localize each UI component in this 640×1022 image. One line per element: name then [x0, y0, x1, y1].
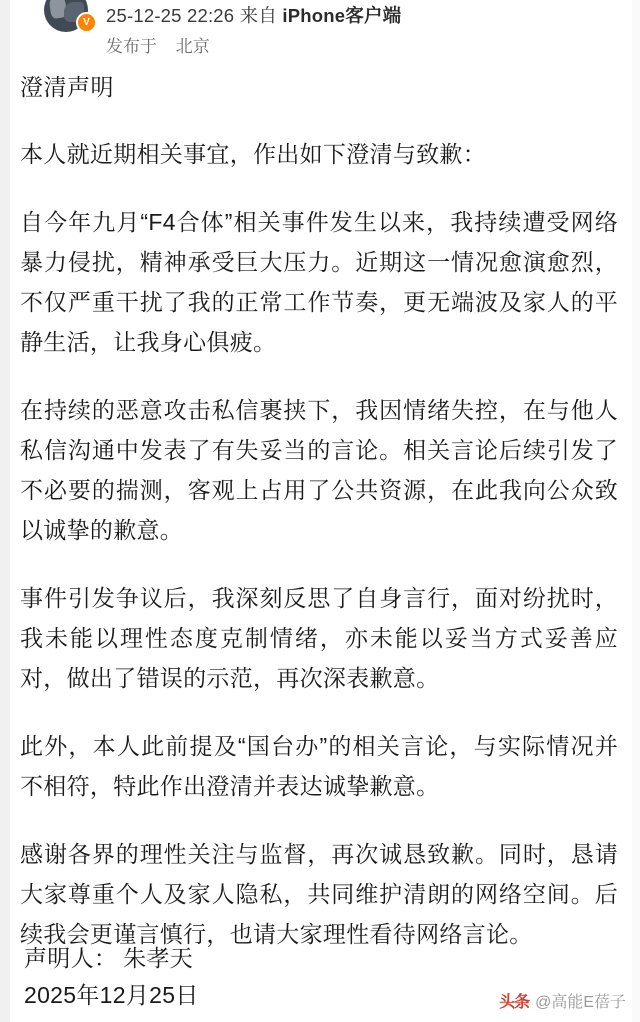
- signoff-name: 朱孝天: [123, 945, 194, 971]
- signoff-label: 声明人：: [24, 945, 118, 971]
- statement-paragraph-1: 本人就近期相关事宜，作出如下澄清与致歉：: [20, 141, 486, 167]
- verified-badge-icon: V: [76, 12, 97, 33]
- statement-date: 2025年12月25日: [24, 982, 199, 1008]
- post-location: [106, 32, 210, 57]
- left-gutter: [0, 0, 10, 1022]
- statement-body: [10, 62, 632, 954]
- post-client: iPhone客户端: [282, 5, 402, 26]
- post-timestamp: 25-12-25 22:26: [106, 5, 235, 26]
- statement-paragraph-5: 此外，本人此前提及“国台办”的相关言论，与实际情况并不相符，特此作出澄清并表达诚挚歉意。: [20, 733, 618, 799]
- statement-paragraph-3: 在持续的恶意攻击私信裹挟下，我因情绪失控，在与他人私信沟通中发表了有失妥当的言论。相关言论后续引发了不必要的揣测，客观上占用了公共资源，在此我向公众致以诚挚的歉意。: [20, 397, 618, 543]
- watermark: [499, 989, 626, 1012]
- statement-paragraph-2: 自今年九月“F4合体”相关事件发生以来，我持续遭受网络暴力侵扰，精神承受巨大压力。近期这一情况愈演愈烈，不仅严重干扰了我的正常工作节奏，更无端波及家人的平静生活，让我身心俱疲。: [20, 209, 618, 355]
- right-gutter: [632, 0, 640, 1022]
- toutiao-logo-icon: 头条: [499, 994, 530, 1011]
- post-header: [10, 0, 632, 58]
- post-meta: [106, 2, 401, 28]
- statement-paragraph-6: 感谢各界的理性关注与监督，再次诚恳致歉。同时，恳请大家尊重个人及家人隐私，共同维护清朗的网络空间。后续我会更谨言慎行，也请大家理性看待网络言论。: [20, 841, 618, 947]
- statement-title: 澄清声明: [20, 74, 114, 100]
- statement-signoff: [24, 938, 193, 978]
- watermark-account: @高能E蓓子: [535, 994, 626, 1011]
- statement-paragraph-4: 事件引发争议后，我深刻反思了自身言行，面对纷扰时，我未能以理性态度克制情绪，亦未能以妥当方式妥善应对，做出了错误的示范，再次深表歉意。: [20, 585, 618, 691]
- post-source-prefix: 来自: [239, 5, 278, 26]
- post-location-value[interactable]: 北京: [175, 37, 210, 56]
- post-location-label: 发布于: [106, 37, 157, 56]
